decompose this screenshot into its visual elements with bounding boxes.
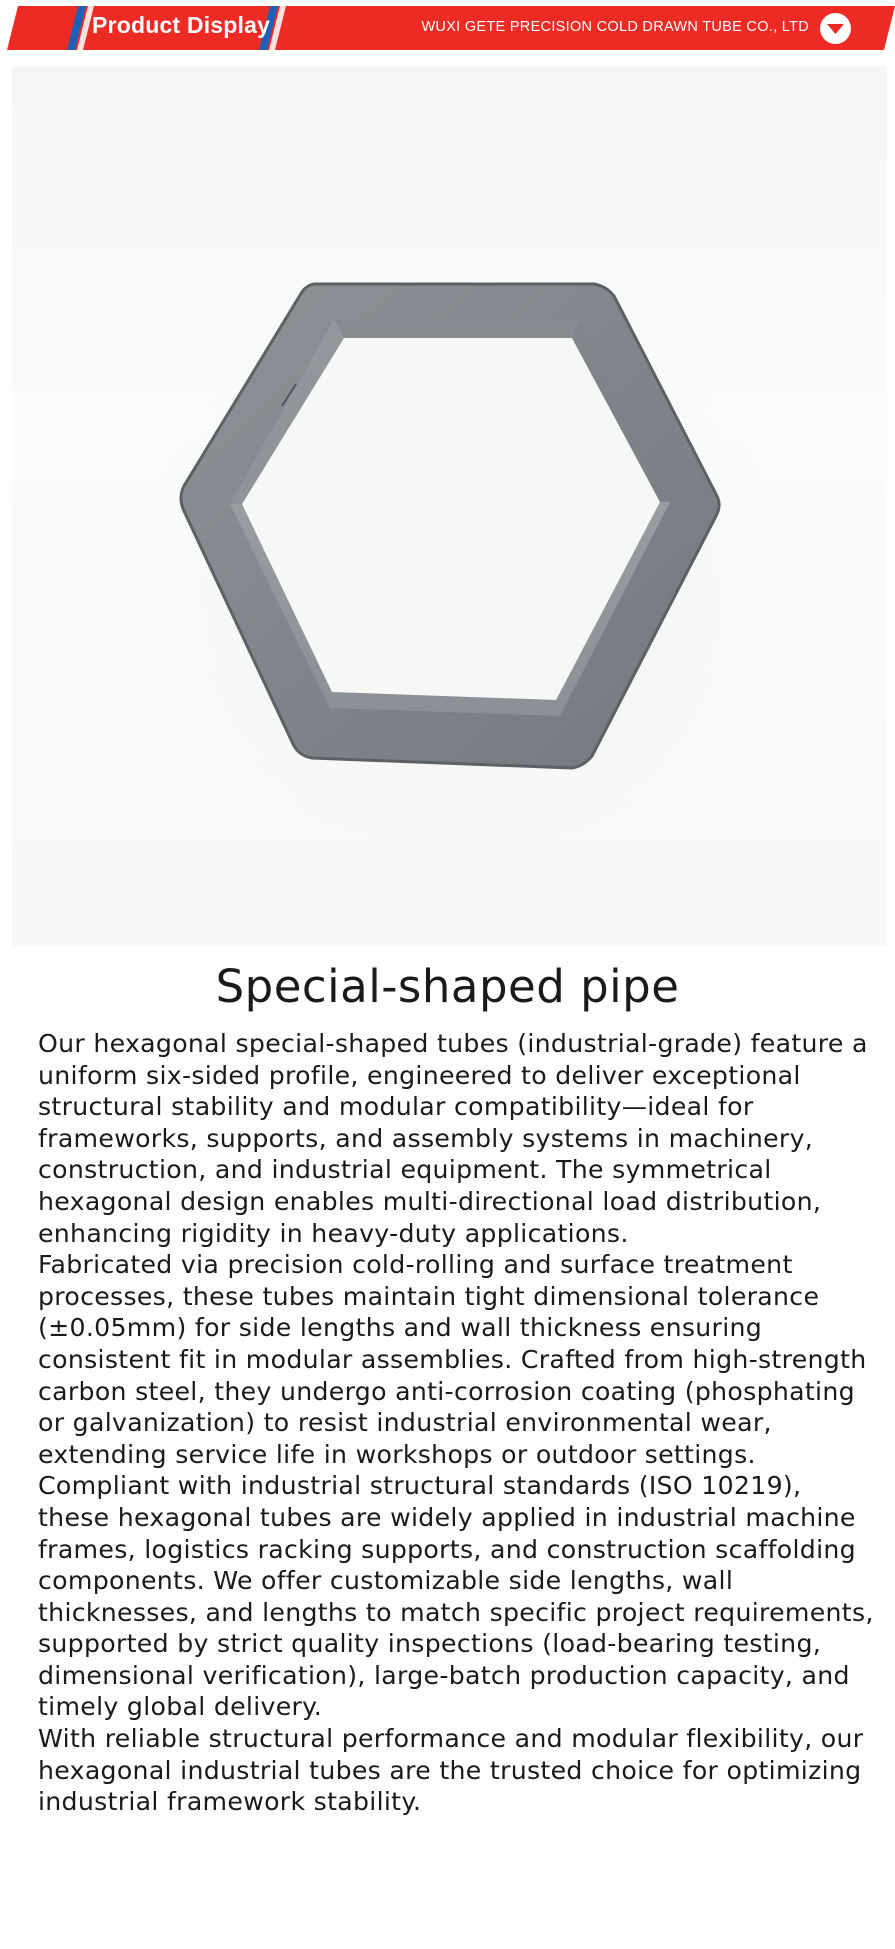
hexagonal-tube-photo bbox=[12, 66, 887, 946]
paragraph: With reliable structural performance and modular flexibility, our hexagonal industrial tubes are the trusted choice for optimizing industrial framework stability. bbox=[38, 1724, 864, 1817]
banner-title: Product Display bbox=[92, 12, 271, 38]
chevron-down-icon[interactable] bbox=[820, 13, 851, 44]
section-heading: Special-shaped pipe bbox=[215, 960, 680, 1013]
paragraph: Our hexagonal special-shaped tubes (industrial-grade) feature a uniform six-sided profile, engineered to deliver exceptional structural stability and modular compatibility—ideal for frameworks, supports, and assembly systems in machinery, construction, and industrial equipment. The symmetrical hexagonal design enables multi-directional load distribution, enhancing rigidity in heavy-duty applications. bbox=[38, 1029, 868, 1248]
paragraph: Compliant with industrial structural standards (ISO 10219), these hexagonal tubes are widely applied in industrial machine frames, logistics racking supports, and construction scaffolding components. We offer customizable side lengths, wall thicknesses, and lengths to match specific project requirements, supported by strict quality inspections (load-bearing testing, dimensional verification), large-batch production capacity, and timely global delivery. bbox=[38, 1471, 874, 1722]
company-name: WUXI GETE PRECISION COLD DRAWN TUBE CO., LTD bbox=[421, 19, 809, 35]
header-banner bbox=[0, 0, 895, 56]
product-photo bbox=[12, 66, 887, 946]
paragraph: Fabricated via precision cold-rolling and surface treatment processes, these tubes maintain tight dimensional tolerance (±0.05mm) for side lengths and wall thickness ensuring consistent fit in modular assemblies. Crafted from high-strength carbon steel, they undergo anti-corrosion coating (phosphating or galvanization) to resist industrial environmental wear, extending service life in workshops or outdoor settings. bbox=[38, 1250, 867, 1469]
product-description bbox=[38, 1028, 878, 1818]
